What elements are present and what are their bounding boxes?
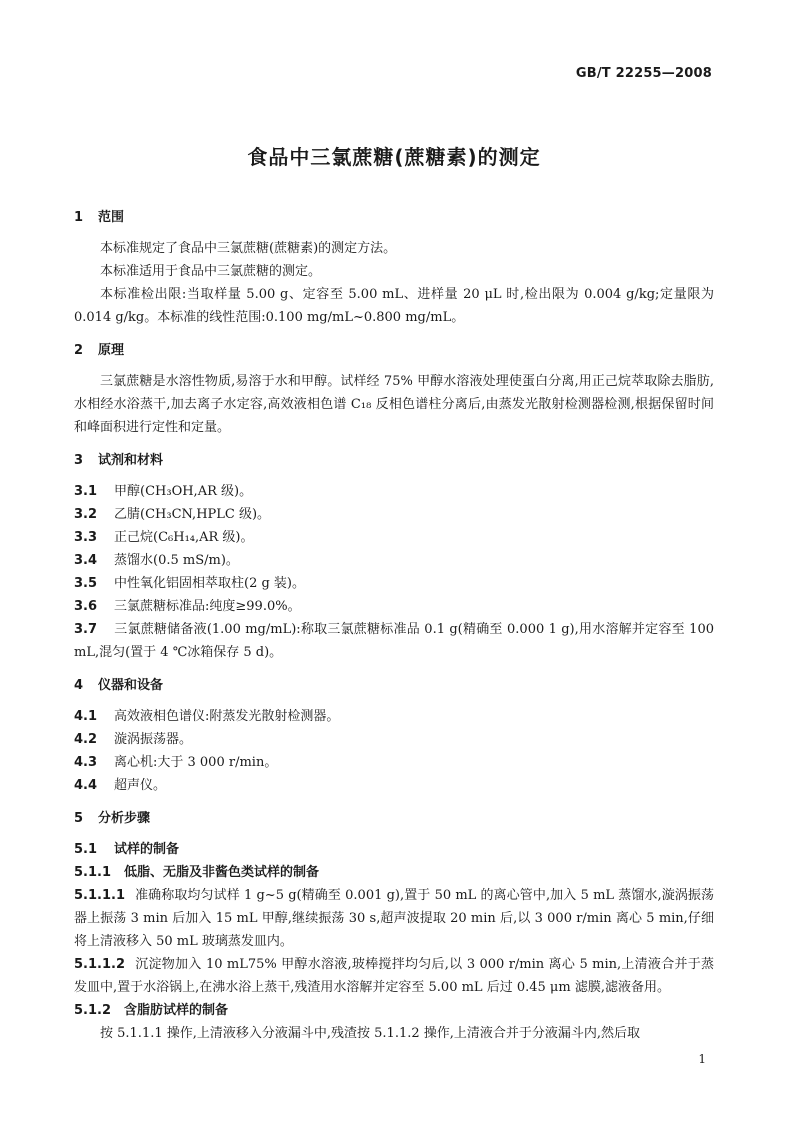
section-number: 2 bbox=[74, 343, 84, 358]
section-title: 试剂和材料 bbox=[98, 453, 164, 468]
subsection-title: 低脂、无脂及非酱色类试样的制备 bbox=[124, 865, 320, 880]
section-heading-principle bbox=[74, 339, 714, 362]
item-text: 三氯蔗糖标准品:纯度≥99.0%。 bbox=[114, 599, 301, 614]
subsection-heading bbox=[74, 861, 714, 884]
item-text: 超声仪。 bbox=[114, 778, 167, 793]
subsection-number: 5.1 bbox=[74, 842, 98, 857]
item-text: 甲醇(CH₃OH,AR 级)。 bbox=[114, 484, 253, 499]
paragraph: 本标准适用于食品中三氯蔗糖的测定。 bbox=[100, 264, 322, 279]
paragraph: 三氯蔗糖是水溶性物质,易溶于水和甲醇。试样经 75% 甲醇水溶液处理使蛋白分离,用正己烷萃取除去脂肪,水相经水浴蒸干,加去离子水定容,高效液相色谱 C₁₈ 反相色谱柱分离后,由蒸发光散射检测器检测,根据保留时间和峰面积进行定性和定量。 bbox=[74, 374, 714, 435]
item-text: 正己烷(C₆H₁₄,AR 级)。 bbox=[114, 530, 254, 545]
item-number: 3.6 bbox=[74, 599, 98, 614]
section-heading-apparatus bbox=[74, 674, 714, 697]
page-number: 1 bbox=[698, 1052, 706, 1066]
item-text: 高效液相色谱仪:附蒸发光散射检测器。 bbox=[114, 709, 340, 724]
list-item bbox=[74, 728, 714, 751]
standard-number: GB/T 22255—2008 bbox=[575, 66, 712, 81]
item-number: 3.2 bbox=[74, 507, 98, 522]
item-text: 蒸馏水(0.5 mS/m)。 bbox=[114, 553, 239, 568]
item-text: 离心机:大于 3 000 r/min。 bbox=[114, 755, 278, 770]
item-number: 3.3 bbox=[74, 530, 98, 545]
subsection-heading bbox=[74, 999, 714, 1022]
section-title: 分析步骤 bbox=[98, 811, 151, 826]
list-item bbox=[74, 595, 714, 618]
item-text: 三氯蔗糖储备液(1.00 mg/mL):称取三氯蔗糖标准品 0.1 g(精确至 0.000 1 g),用水溶解并定容至 100 mL,混匀(置于 4 ℃冰箱保存 5 d)。 bbox=[74, 622, 714, 660]
list-item bbox=[74, 480, 714, 503]
paragraph-number: 5.1.1.1 bbox=[74, 888, 125, 903]
list-item bbox=[74, 572, 714, 595]
section-number: 3 bbox=[74, 453, 84, 468]
subsection-heading bbox=[74, 838, 714, 861]
paragraph: 本标准检出限:当取样量 5.00 g、定容至 5.00 mL、进样量 20 μL 时,检出限为 0.004 g/kg;定量限为 0.014 g/kg。本标准的线性范围:0.100 mg/mL~0.800 mg/mL。 bbox=[74, 287, 714, 325]
section-number: 5 bbox=[74, 811, 84, 826]
section-heading-reagents bbox=[74, 449, 714, 472]
paragraph-text: 沉淀物加入 10 mL75% 甲醇水溶液,玻棒搅拌均匀后,以 3 000 r/min 离心 5 min,上清液合并于蒸发皿中,置于水浴锅上,在沸水浴上蒸干,残渣用水溶解并定容至 5.00 mL 后过 0.45 μm 滤膜,滤液备用。 bbox=[74, 957, 714, 995]
list-item bbox=[74, 526, 714, 549]
item-number: 3.7 bbox=[74, 622, 98, 637]
item-text: 中性氧化铝固相萃取柱(2 g 装)。 bbox=[114, 576, 306, 591]
subsection-title: 含脂肪试样的制备 bbox=[124, 1003, 229, 1018]
subsection-number: 5.1.2 bbox=[74, 1003, 112, 1018]
item-number: 4.4 bbox=[74, 778, 98, 793]
list-item bbox=[74, 618, 714, 664]
list-item bbox=[74, 751, 714, 774]
item-number: 3.1 bbox=[74, 484, 98, 499]
subsection-title: 试样的制备 bbox=[114, 842, 180, 857]
paragraph: 本标准规定了食品中三氯蔗糖(蔗糖素)的测定方法。 bbox=[100, 241, 397, 256]
item-number: 3.5 bbox=[74, 576, 98, 591]
item-number: 4.1 bbox=[74, 709, 98, 724]
document-body bbox=[74, 206, 714, 1045]
section-number: 1 bbox=[74, 210, 84, 225]
list-item bbox=[74, 503, 714, 526]
subsection-number: 5.1.1 bbox=[74, 865, 112, 880]
paragraph-text: 准确称取均匀试样 1 g~5 g(精确至 0.001 g),置于 50 mL 的离心管中,加入 5 mL 蒸馏水,漩涡振荡器上振荡 3 min 后加入 15 mL 甲醇,继续振荡 30 s,超声波提取 20 min 后,以 3 000 r/min 离心 5 min,仔细将上清液移入 50 mL 玻璃蒸发皿内。 bbox=[74, 888, 714, 949]
list-item bbox=[74, 705, 714, 728]
section-number: 4 bbox=[74, 678, 84, 693]
procedure-paragraph bbox=[74, 884, 714, 953]
section-title: 范围 bbox=[98, 210, 125, 225]
item-text: 漩涡振荡器。 bbox=[114, 732, 193, 747]
procedure-paragraph bbox=[74, 953, 714, 999]
item-number: 3.4 bbox=[74, 553, 98, 568]
page-title: 食品中三氯蔗糖(蔗糖素)的测定 bbox=[247, 145, 541, 169]
section-heading-procedure bbox=[74, 807, 714, 830]
paragraph: 按 5.1.1.1 操作,上清液移入分液漏斗中,残渣按 5.1.1.2 操作,上清液合并于分液漏斗内,然后取 bbox=[100, 1026, 641, 1041]
list-item bbox=[74, 774, 714, 797]
item-text: 乙腈(CH₃CN,HPLC 级)。 bbox=[114, 507, 271, 522]
item-number: 4.3 bbox=[74, 755, 98, 770]
section-title: 原理 bbox=[98, 343, 125, 358]
list-item bbox=[74, 549, 714, 572]
section-title: 仪器和设备 bbox=[98, 678, 164, 693]
section-heading-scope bbox=[74, 206, 714, 229]
item-number: 4.2 bbox=[74, 732, 98, 747]
paragraph-number: 5.1.1.2 bbox=[74, 957, 125, 972]
